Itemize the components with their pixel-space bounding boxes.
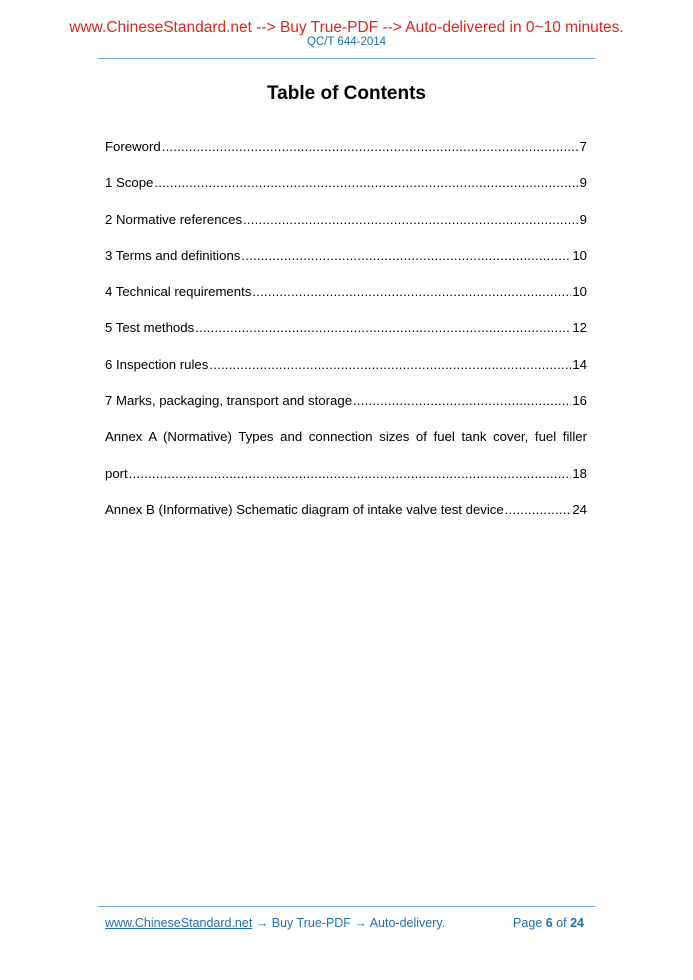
toc-entry-label: 2 Normative references xyxy=(105,211,243,227)
header-banner: www.ChineseStandard.net --> Buy True-PDF --> Auto-delivered in 0~10 minutes. xyxy=(69,19,624,36)
toc-entry-scope[interactable] xyxy=(105,174,587,210)
toc-leader xyxy=(162,138,579,156)
toc-list xyxy=(105,138,587,537)
toc-entry-page: 16 xyxy=(572,393,587,409)
page-total: 24 xyxy=(570,916,584,930)
toc-leader xyxy=(154,174,578,192)
toc-entry-inspection-rules[interactable] xyxy=(105,356,587,392)
standard-code: QC/T 644-2014 xyxy=(306,36,387,48)
footer-promo-text: → Buy True-PDF → Auto-delivery. xyxy=(252,916,446,930)
toc-entry-label: 5 Test methods xyxy=(105,320,195,336)
toc-entry-page: 10 xyxy=(572,247,587,263)
toc-entry-normative-references[interactable] xyxy=(105,211,587,247)
toc-leader xyxy=(195,319,571,337)
toc-entry-test-methods[interactable] xyxy=(105,319,587,355)
toc-entry-page: 7 xyxy=(579,139,587,154)
toc-entry-page: 9 xyxy=(579,175,587,191)
header-divider xyxy=(98,58,595,59)
footer-divider xyxy=(98,906,595,907)
toc-entry-page: 14 xyxy=(572,356,587,372)
page-word: Page xyxy=(513,916,543,930)
toc-entry-technical-requirements[interactable] xyxy=(105,283,587,319)
toc-entry-label: Annex A (Normative) Types and connection sizes of fuel tank cover, fuel filler xyxy=(105,429,587,445)
toc-leader xyxy=(505,501,572,519)
toc-entry-page: 10 xyxy=(572,284,587,300)
toc-entry-page: 24 xyxy=(572,501,587,517)
toc-entry-page: 18 xyxy=(572,465,587,481)
toc-entry-label: Annex B (Informative) Schematic diagram of intake valve test device xyxy=(105,501,504,517)
toc-leader xyxy=(209,356,571,374)
toc-entry-label: 1 Scope xyxy=(105,175,154,191)
toc-entry-label: port xyxy=(105,465,128,481)
toc-entry-foreword[interactable] xyxy=(105,138,587,174)
footer-promo xyxy=(105,916,445,931)
toc-title: Table of Contents xyxy=(266,83,427,104)
toc-leader xyxy=(241,247,571,265)
toc-leader xyxy=(353,392,571,410)
toc-leader xyxy=(129,465,572,483)
page-indicator xyxy=(513,916,584,931)
toc-leader xyxy=(243,211,579,229)
toc-entry-label: 6 Inspection rules xyxy=(105,356,209,372)
toc-entry-terms-definitions[interactable] xyxy=(105,247,587,283)
toc-entry-page: 9 xyxy=(579,211,587,227)
page-current: 6 xyxy=(545,916,553,930)
toc-entry-page: 12 xyxy=(572,320,587,336)
toc-leader xyxy=(252,283,571,301)
toc-entry-annex-a-continued[interactable] xyxy=(105,465,587,501)
toc-entry-label: 3 Terms and definitions xyxy=(105,247,241,263)
toc-entry-label: Foreword xyxy=(105,139,161,154)
toc-entry-label: 4 Technical requirements xyxy=(105,284,252,300)
toc-entry-marks-packaging[interactable] xyxy=(105,392,587,428)
page-of: of xyxy=(556,916,567,930)
toc-entry-label: 7 Marks, packaging, transport and storage xyxy=(105,393,353,409)
toc-entry-annex-a[interactable] xyxy=(105,428,587,464)
toc-entry-annex-b[interactable] xyxy=(105,501,587,537)
footer-site-link[interactable]: www.ChineseStandard.net xyxy=(105,916,253,930)
